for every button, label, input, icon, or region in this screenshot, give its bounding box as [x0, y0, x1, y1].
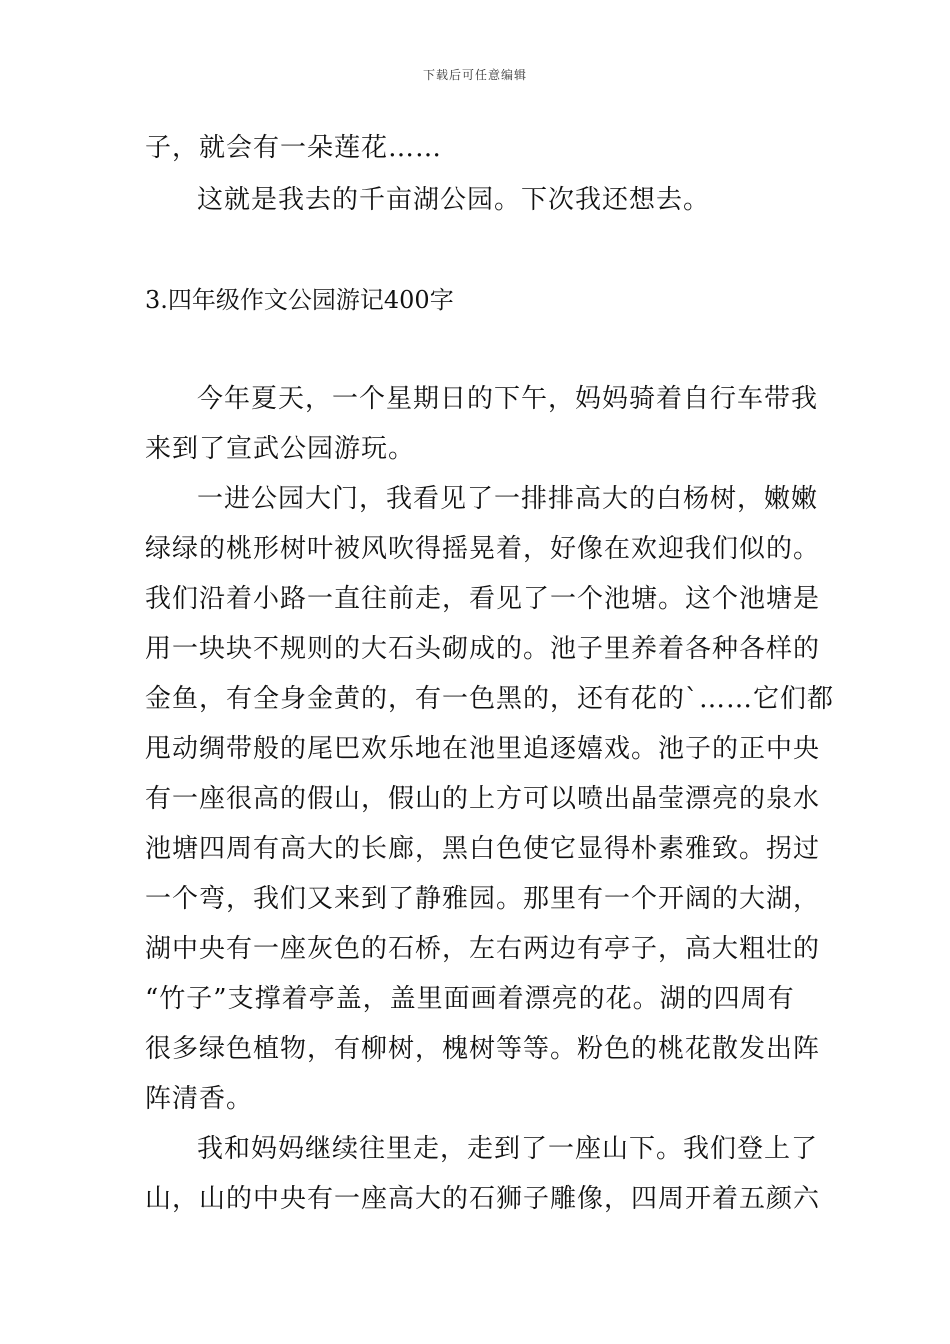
- text-line-4: 来到了宣武公园游玩。: [145, 434, 416, 464]
- page-header-note: 下载后可任意编辑: [422, 68, 527, 82]
- text-line-10: 甩动绸带般的尾巴欢乐地在池里追逐嬉戏。池子的正中央: [145, 734, 821, 764]
- text-line-5: 一进公园大门，我看见了一排排高大的白杨树，嫩嫩: [197, 484, 819, 514]
- text-line-7: 我们沿着小路一直往前走，看见了一个池塘。这个池塘是: [145, 584, 821, 614]
- text-line-19: 山，山的中央有一座高大的石狮子雕像，四周开着五颜六: [145, 1184, 821, 1214]
- text-line-16: 很多绿色植物，有柳树，槐树等等。粉色的桃花散发出阵: [145, 1034, 821, 1064]
- text-line-3: 今年夏天，一个星期日的下午，妈妈骑着自行车带我: [197, 384, 819, 414]
- text-line-9: 金鱼，有全身金黄的，有一色黑的，还有花的`……它们都: [145, 684, 835, 714]
- text-line-6: 绿绿的桃形树叶被风吹得摇晃着，好像在欢迎我们似的。: [145, 534, 821, 564]
- text-line-12: 池塘四周有高大的长廊，黑白色使它显得朴素雅致。拐过: [145, 834, 821, 864]
- text-line-11: 有一座很高的假山，假山的上方可以喷出晶莹漂亮的泉水: [145, 784, 821, 814]
- text-line-8: 用一块块不规则的大石头砌成的。池子里养着各种各样的: [145, 634, 821, 664]
- text-line-15: “竹子”支撑着亭盖，盖里面画着漂亮的花。湖的四周有: [145, 984, 795, 1014]
- section-heading: 3.四年级作文公园游记400字: [145, 286, 454, 314]
- text-line-18: 我和妈妈继续往里走，走到了一座山下。我们登上了: [197, 1134, 819, 1164]
- text-line-17: 阵清香。: [145, 1084, 254, 1114]
- text-line-14: 湖中央有一座灰色的石桥，左右两边有亭子，高大粗壮的: [145, 934, 821, 964]
- text-line-2: 这就是我去的千亩湖公园。下次我还想去。: [197, 185, 711, 215]
- text-line-1: 子，就会有一朵莲花……: [145, 133, 443, 163]
- text-line-13: 一个弯，我们又来到了静雅园。那里有一个开阔的大湖，: [145, 884, 821, 914]
